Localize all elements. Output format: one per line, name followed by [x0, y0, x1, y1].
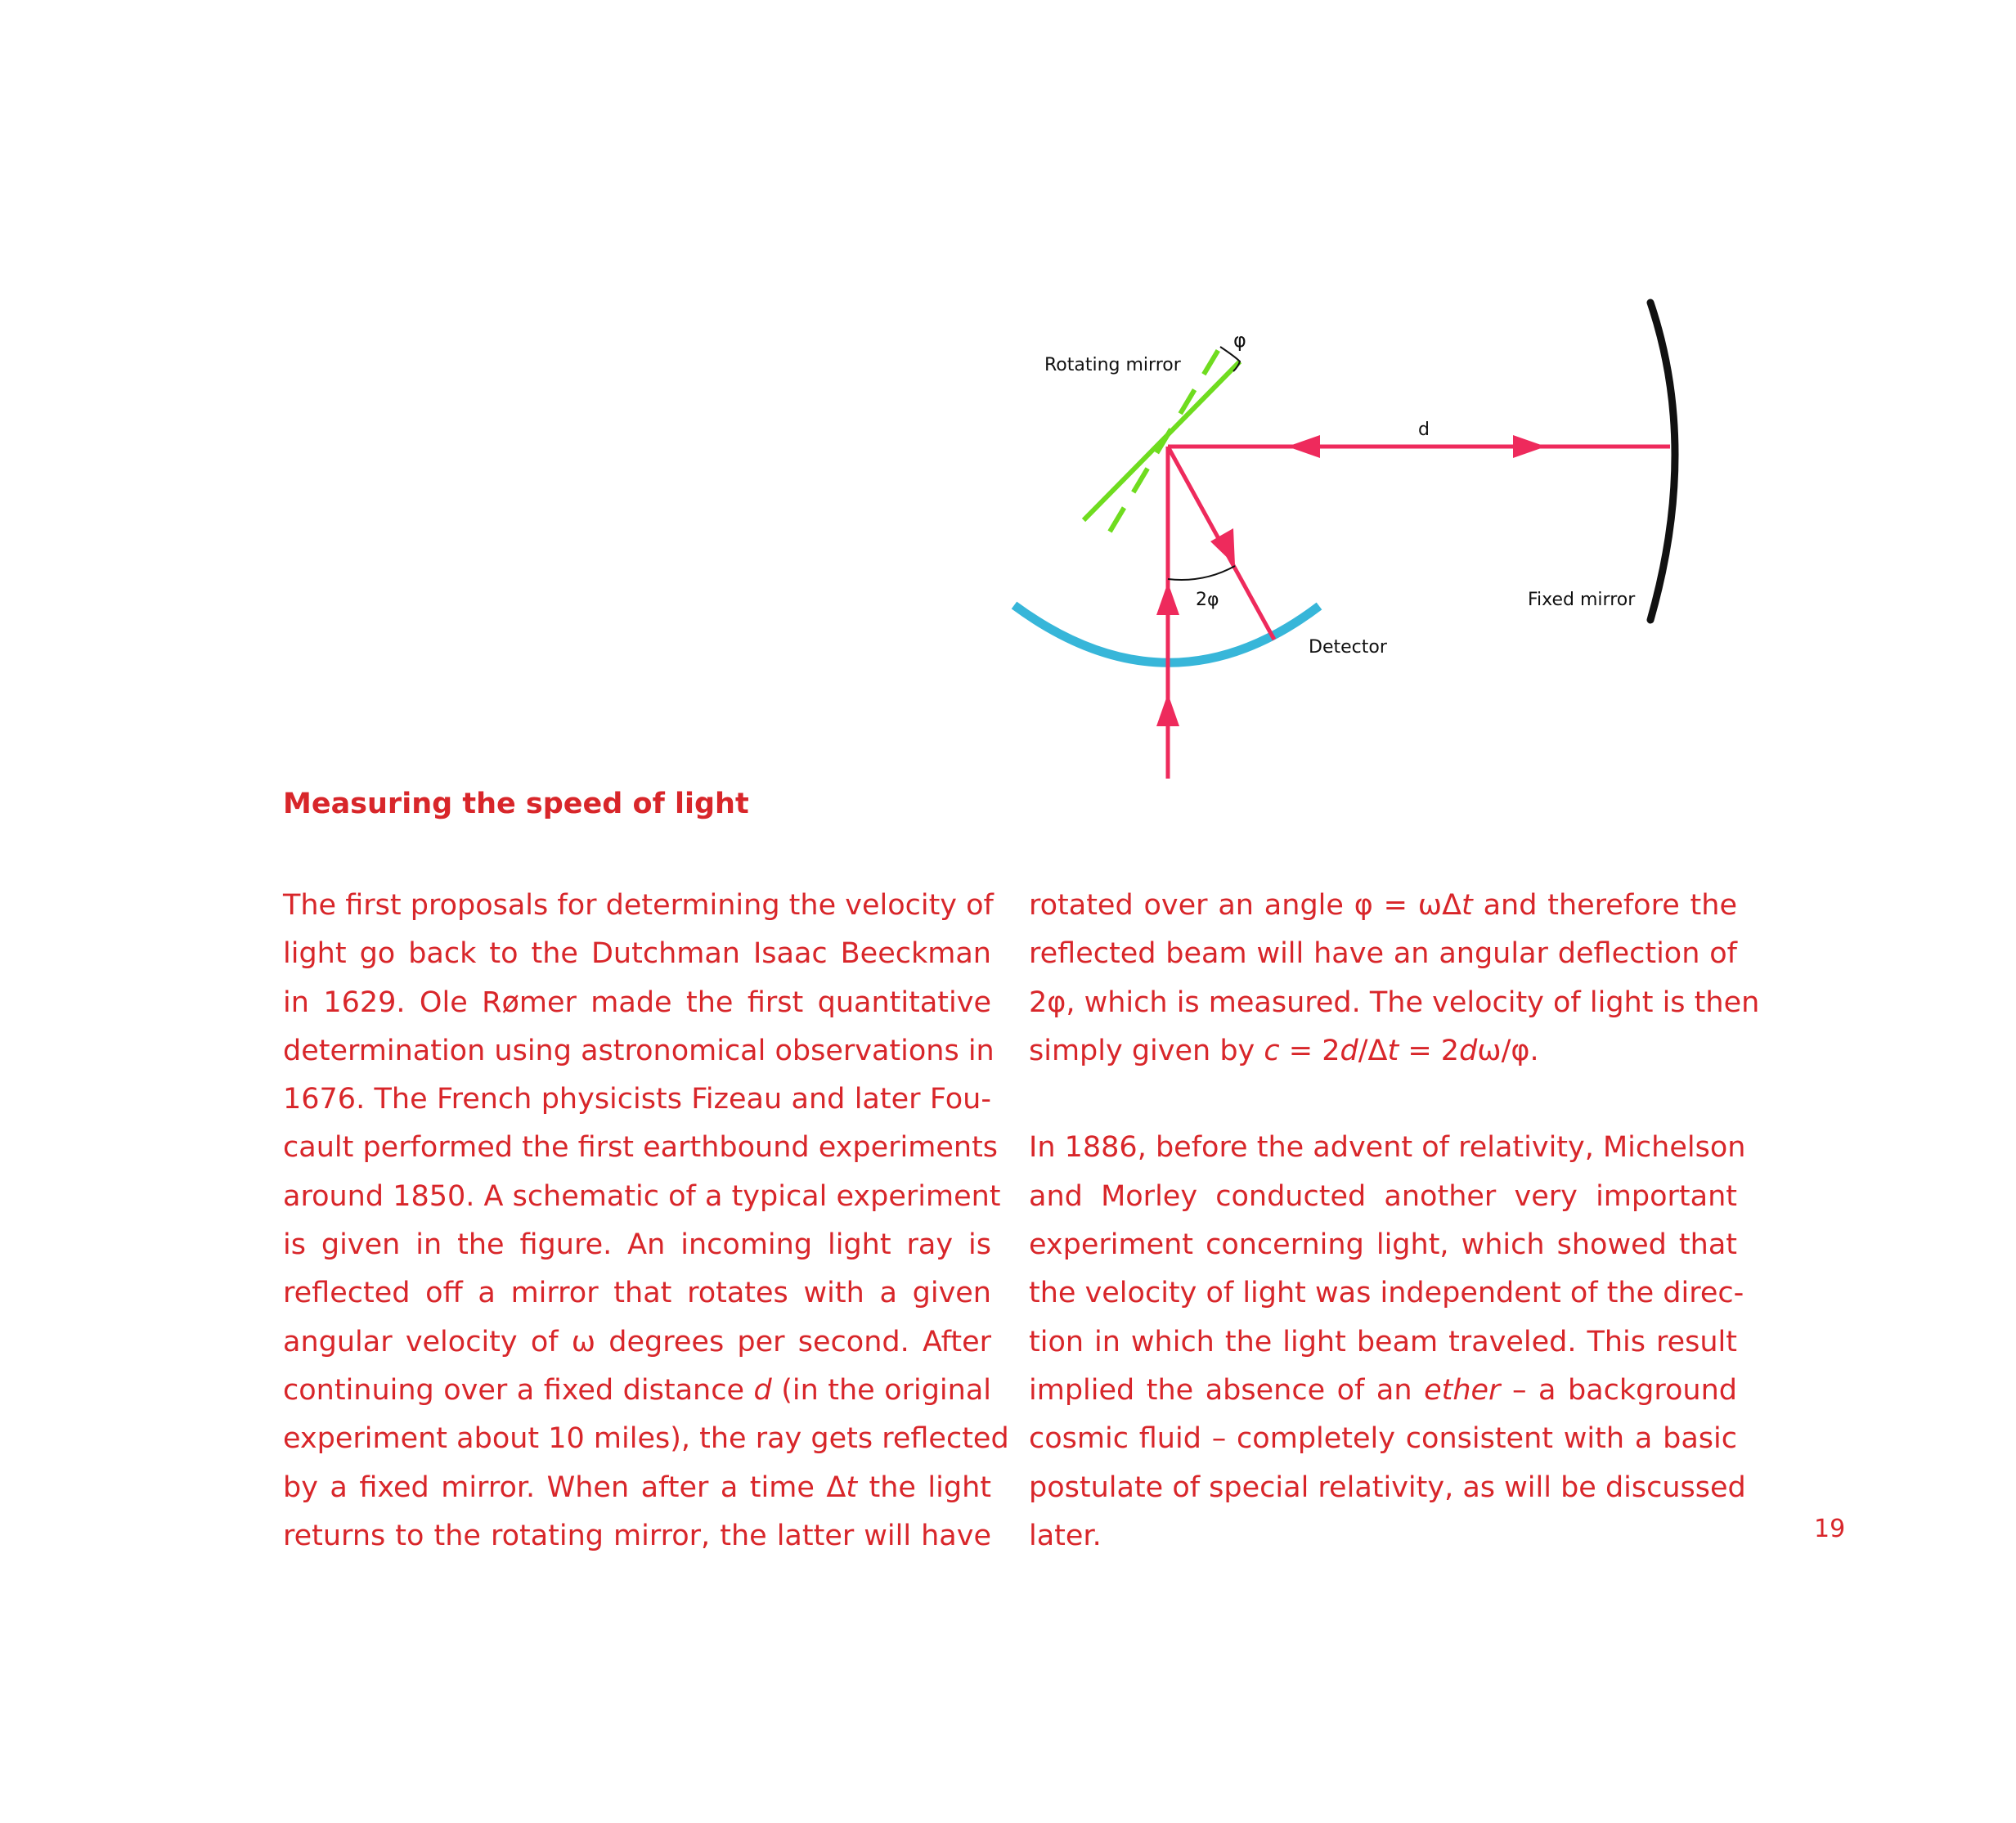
- text-line: cosmic fluid – completely consistent with a basic: [1029, 1422, 1737, 1456]
- paragraph-2: [1029, 1124, 1746, 1560]
- arrow-horizontal-right: [1513, 435, 1546, 458]
- text-line: later.: [1029, 1519, 1102, 1552]
- text-line: is given in the figure. An incoming light ray is: [283, 1228, 991, 1262]
- text-line: continuing over a fixed distance d (in the original: [283, 1373, 992, 1407]
- text-line: postulate of special relativity, as will be discussed: [1029, 1471, 1746, 1504]
- paragraph-1: [283, 882, 1009, 1560]
- arrow-incoming-upper: [1156, 582, 1179, 615]
- light-speed-schematic: [0, 0, 2016, 818]
- text-line: experiment about 10 miles), the ray gets reflected: [283, 1422, 1009, 1456]
- text-line: experiment concerning light, which showed that: [1029, 1228, 1737, 1262]
- text-line: reflected off a mirror that rotates with a given: [283, 1277, 991, 1310]
- text-line: rotated over an angle φ = ωΔt and therefore the: [1029, 889, 1737, 922]
- arrow-incoming-lower: [1156, 694, 1179, 726]
- rotating-mirror-label: Rotating mirror: [1044, 355, 1181, 375]
- text-line: around 1850. A schematic of a typical experiment: [283, 1179, 1001, 1213]
- paragraph-1-continued: [1029, 882, 1760, 1075]
- fixed-mirror: [1650, 303, 1675, 620]
- two-phi-angle-arc: [1168, 566, 1235, 580]
- paragraph-gap: [1029, 1075, 1737, 1124]
- text-line: light go back to the Dutchman Isaac Beeckman: [283, 937, 991, 971]
- body-column-left: [283, 882, 1009, 1560]
- page-number: 19: [1814, 1515, 1846, 1543]
- text-line: 2φ, which is measured. The velocity of light is then: [1029, 986, 1760, 1019]
- text-line: The first proposals for determining the velocity of: [283, 889, 994, 922]
- text-line: returns to the rotating mirror, the latter will have: [283, 1519, 991, 1552]
- text-line: in 1629. Ole Rømer made the first quantitative: [283, 986, 991, 1019]
- text-line: simply given by c = 2d/Δt = 2dω/φ.: [1029, 1034, 1539, 1067]
- two-phi-label: 2φ: [1196, 590, 1219, 610]
- body-column-right: [1029, 882, 1760, 1560]
- text-line: determination using astronomical observations in: [283, 1034, 995, 1067]
- arrow-horizontal-left: [1287, 435, 1320, 458]
- text-line: tion in which the light beam traveled. This result: [1029, 1325, 1737, 1358]
- detector-label: Detector: [1309, 637, 1387, 658]
- distance-label: d: [1418, 420, 1430, 440]
- text-line: implied the absence of an ether – a background: [1029, 1373, 1737, 1407]
- text-line: In 1886, before the advent of relativity, Michelson: [1029, 1131, 1746, 1165]
- fixed-mirror-label: Fixed mirror: [1528, 590, 1636, 610]
- text-line: and Morley conducted another very important: [1029, 1179, 1737, 1213]
- text-line: by a fixed mirror. When after a time Δt the light: [283, 1471, 992, 1504]
- text-line: cault performed the first earthbound experiments: [283, 1131, 999, 1165]
- phi-label: φ: [1233, 329, 1246, 352]
- text-line: the velocity of light was independent of the direc-: [1029, 1277, 1744, 1310]
- text-line: reflected beam will have an angular deflection of: [1029, 937, 1737, 971]
- text-line: 1676. The French physicists Fizeau and later Fou-: [283, 1083, 991, 1116]
- text-line: angular velocity of ω degrees per second. After: [283, 1325, 991, 1358]
- section-title: Measuring the speed of light: [283, 788, 749, 820]
